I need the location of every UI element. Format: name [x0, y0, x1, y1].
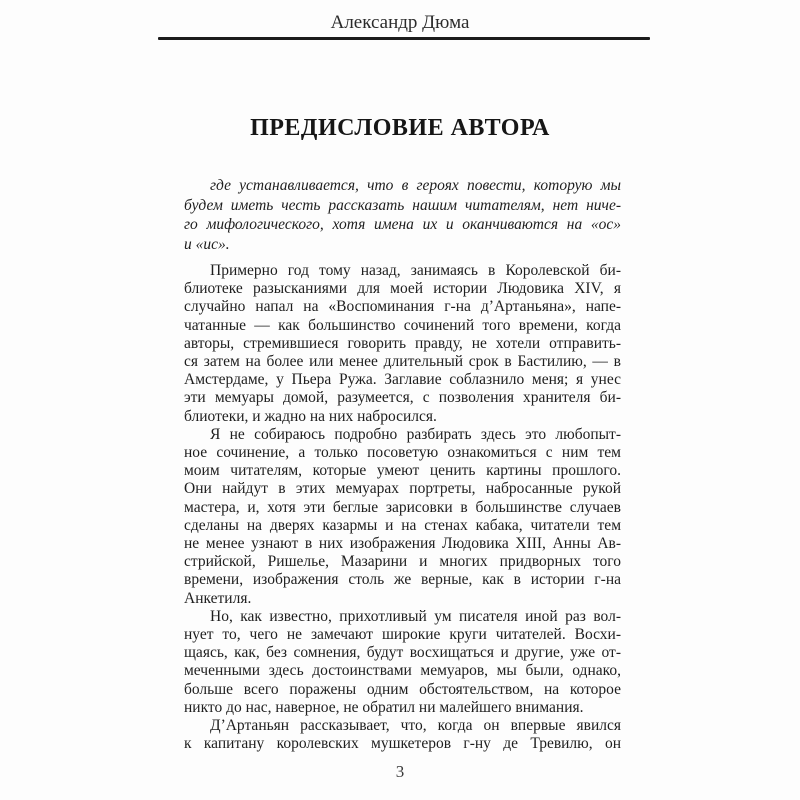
text-line: моим читателям, которые умеют ценить картины прошлого.	[184, 462, 621, 480]
text-line: сделаны на дверях казармы и на стенах кабака, читатели тем	[184, 516, 621, 534]
text-line: Д’Артаньян рассказывает, что, когда он впервые явился	[210, 717, 621, 735]
text-line: Амстердаме, у Пьера Ружа. Заглавие соблазнило меня; я унес	[184, 371, 621, 389]
text-line: Примерно год тому назад, занимаясь в Королевской би-	[210, 262, 621, 279]
text-line: ся затем на более или менее длительный срок в Бастилию, — в	[184, 353, 621, 371]
text-line: времени, изображения столь же верные, как в истории г-на	[184, 571, 621, 589]
paragraph-2	[184, 426, 621, 608]
text-line: Анкетиля.	[184, 589, 252, 607]
text-line: будем иметь честь рассказать нашим читателям, нет ниче-	[184, 196, 621, 214]
text-line: больше всего поражены одним обстоятельством, на которое	[184, 680, 621, 698]
text-line: нует то, чего не замечают широкие круги читателей. Восхи-	[184, 626, 621, 644]
chapter-title: ПРЕДИСЛОВИЕ АВТОРА	[250, 115, 550, 142]
text-line: мастера, и, хотя эти беглые зарисовки в большинстве случаев	[184, 498, 621, 516]
header-rule	[158, 37, 650, 40]
paragraph-1	[184, 262, 621, 426]
text-line: Но, как известно, прихотливый ум писателя иной раз вол-	[210, 607, 621, 625]
page-number: 3	[395, 762, 405, 781]
text-line: где устанавливается, что в героях повести, которую мы	[210, 177, 621, 194]
text-line: блиотеки, и жадно на них набросился.	[184, 407, 437, 425]
text-line: Они найдут в этих мемуарах портреты, набросанные рукой	[184, 480, 621, 498]
text-line: меченными здесь достоинствами мемуаров, мы были, однако,	[184, 662, 621, 680]
epigraph	[184, 176, 621, 254]
text-line: случайно напал на «Воспоминания г-на д’Артаньяна», напе-	[184, 298, 621, 316]
text-line: не менее узнают в них изображения Людовика XIII, Анны Ав-	[184, 535, 621, 553]
text-column	[184, 176, 621, 753]
running-header-author: Александр Дюма	[330, 12, 470, 33]
text-line: к капитану королевских мушкетеров г-ну де Тревилю, он	[184, 735, 621, 753]
text-line: и «ис».	[184, 235, 230, 253]
text-line: никто до нас, наверное, не обратил ни малейшего внимания.	[184, 698, 584, 716]
paragraph-3	[184, 608, 621, 717]
text-line: авторы, стремившиеся говорить правду, не хотели отправить-	[184, 334, 621, 352]
text-line: эти мемуары домой, разумеется, с позволения хранителя би-	[184, 389, 621, 407]
text-line: блиотеке разысканиями для моей истории Людовика XIV, я	[184, 280, 621, 298]
text-line: стрийской, Ришелье, Мазарини и многих придворных того	[184, 553, 621, 571]
text-line: го мифологического, хотя имена их и оканчиваются на «ос»	[184, 216, 621, 233]
text-line: Я не собираюсь подробно разбирать здесь это любопыт-	[210, 425, 621, 443]
text-line: щаясь, как, без сомнения, будут восхищаться и другие, уже от-	[184, 644, 621, 662]
paragraph-4	[184, 717, 621, 753]
text-line: чатанные — как большинство сочинений того времени, когда	[184, 316, 621, 334]
text-line: ное сочинение, а только посоветую ознакомиться с ним тем	[184, 444, 621, 462]
